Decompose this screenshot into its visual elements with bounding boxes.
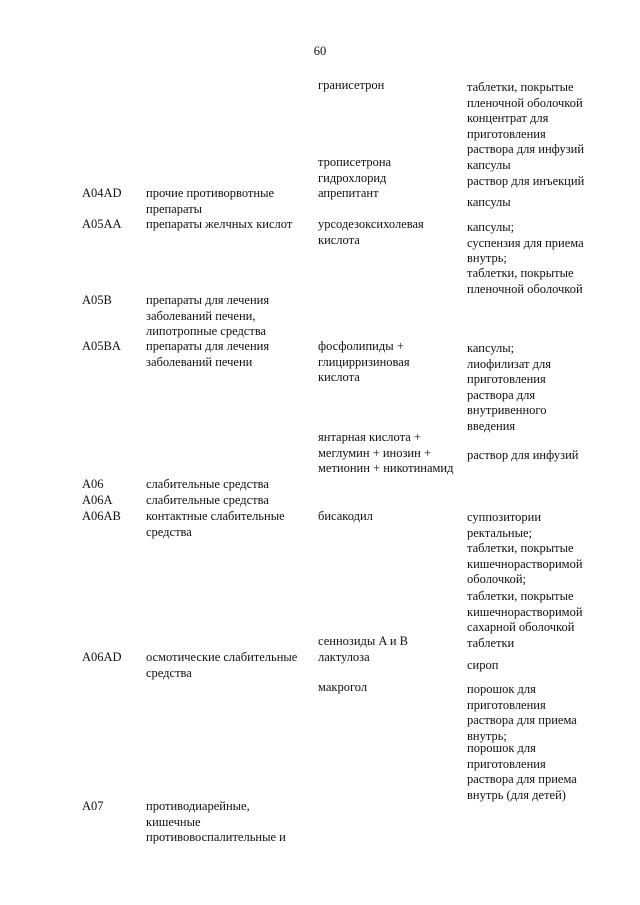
group-a04ad: прочие противорвотные препараты xyxy=(146,186,275,216)
substance-bisacodyl: бисакодил xyxy=(318,509,373,523)
form-bisacodyl-2: таблетки, покрытые кишечнорастворимой оболочкой; xyxy=(467,541,583,586)
form-macrogol-1: порошок для приготовления раствора для приема внутрь; xyxy=(467,682,577,743)
substance-phospholipids: фосфолипиды + глицирризиновая кислота xyxy=(318,339,410,384)
atc-code-a04ad: A04AD xyxy=(82,186,122,200)
substance-lactulose: лактулоза xyxy=(318,650,370,664)
atc-code-a06: A06 xyxy=(82,477,104,491)
form-ursodeoxycholic-acid-2: таблетки, покрытые пленочной оболочкой xyxy=(467,266,583,296)
form-lactulose: сироп xyxy=(467,658,499,672)
form-sennosides: таблетки xyxy=(467,636,515,650)
atc-code-a05aa: A05AA xyxy=(82,217,122,231)
atc-code-a06a: A06A xyxy=(82,493,113,507)
substance-granisetron: гранисетрон xyxy=(318,78,385,92)
substance-succinic-acid-combo: янтарная кислота + меглумин + инозин + метионин + никотинамид xyxy=(318,430,454,475)
form-phospholipids: капсулы; лиофилизат для приготовления раствора для внутривенного введения xyxy=(467,341,551,433)
group-a05b: препараты для лечения заболеваний печени, липотропные средства xyxy=(146,293,270,338)
group-a05aa: препараты желчных кислот xyxy=(146,217,293,231)
substance-sennosides: сеннозиды A и B xyxy=(318,634,409,648)
form-succinic-acid-combo: раствор для инфузий xyxy=(467,448,579,462)
atc-code-a07: A07 xyxy=(82,799,104,813)
page-number: 60 xyxy=(313,44,327,58)
atc-code-a06ad: A06AD xyxy=(82,650,122,664)
group-a06ad: осмотические слабительные средства xyxy=(146,650,298,680)
substance-ursodeoxycholic-acid: урсодезоксихолевая кислота xyxy=(318,217,424,247)
substance-macrogol: макрогол xyxy=(318,680,368,694)
form-bisacodyl-3: таблетки, покрытые кишечнорастворимой сахарной оболочкой xyxy=(467,589,583,634)
form-ursodeoxycholic-acid-1: капсулы; суспензия для приема внутрь; xyxy=(467,220,584,265)
group-a05ba: препараты для лечения заболеваний печени xyxy=(146,339,270,369)
atc-code-a06ab: A06AB xyxy=(82,509,121,523)
atc-code-a05ba: A05BA xyxy=(82,339,121,353)
group-a06: слабительные средства xyxy=(146,477,269,491)
group-a07: противодиарейные, кишечные противовоспалительные и xyxy=(146,799,286,844)
group-a06a: слабительные средства xyxy=(146,493,269,507)
form-bisacodyl-1: суппозитории ректальные; xyxy=(467,510,542,540)
group-a06ab: контактные слабительные средства xyxy=(146,509,285,539)
form-tropisetron: капсулы раствор для инъекций xyxy=(467,158,585,188)
substance-aprepitant: апрепитант xyxy=(318,186,379,200)
form-macrogol-2: порошок для приготовления раствора для приема внутрь (для детей) xyxy=(467,741,577,802)
form-granisetron: таблетки, покрытые пленочной оболочкой концентрат для приготовления раствора для инфузий xyxy=(467,80,585,156)
substance-tropisetron: трописетрона гидрохлорид xyxy=(318,155,392,185)
atc-code-a05b: A05B xyxy=(82,293,112,307)
form-aprepitant: капсулы xyxy=(467,195,511,209)
